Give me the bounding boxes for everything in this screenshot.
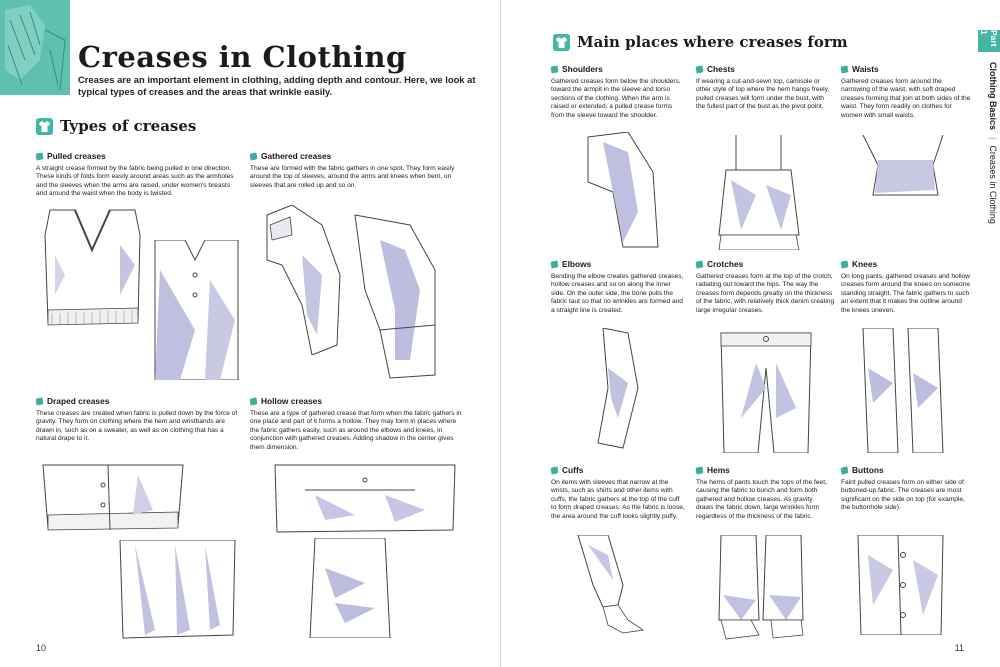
place-heading: Buttons	[852, 465, 884, 475]
part-tab: Part 1	[978, 30, 1000, 52]
leaf-bullet-icon	[35, 397, 43, 405]
intro-text: Creases are an important element in clothing, adding depth and contour. Here, we look at typical types of creases and the areas that wrinkle easily.	[78, 74, 476, 97]
types-section-title: Types of creases	[60, 117, 197, 135]
place-shoulders	[551, 64, 681, 120]
type-heading: Pulled creases	[47, 151, 106, 161]
hollow-creases-torso-illustration	[265, 460, 460, 538]
places-section-title: Main places where creases form	[577, 33, 848, 51]
waists-illustration	[853, 135, 953, 205]
elbows-illustration	[583, 328, 648, 453]
place-body: Bending the elbow creates gathered creases, hollow creases and so on along the inner side. On the outer side, the bone pulls the fabric taut so that no wrinkles are formed and a straight line is created.	[551, 273, 684, 314]
place-chests	[696, 64, 831, 112]
shirt-icon	[36, 118, 53, 135]
type-gathered	[250, 151, 460, 190]
pulled-creases-shirt-illustration	[150, 240, 240, 380]
type-heading: Gathered creases	[261, 151, 332, 161]
hollow-creases-knee-illustration	[305, 538, 395, 638]
place-knees	[841, 259, 971, 315]
corner-illustration	[0, 0, 70, 95]
topic-name: Creases in Clothing	[988, 145, 998, 224]
place-heading: Hems	[707, 465, 730, 475]
place-body: On items with sleeves that narrow at the wrists, such as shirts and other items with cuffs, the fabric gathers at the top of the cuff to form draped creases. As the fabric is loose, the area around the cuff looks slightly puffy.	[551, 479, 685, 520]
leaf-bullet-icon	[695, 260, 703, 268]
leaf-bullet-icon	[249, 152, 257, 160]
leaf-bullet-icon	[249, 397, 257, 405]
type-heading: Hollow creases	[261, 396, 322, 406]
place-body: Gathered creases form around the narrowing of the waist, with soft draped creases forming that join at both sides of the waist. They form readily on clothes for women with small waists.	[841, 78, 971, 119]
place-body: If wearing a cut-and-sewn top, camisole or other style of top where the hem hangs freely, pulled creases will form under the bust, with the fullest part of the bust as the pivot point.	[696, 78, 830, 111]
shoulders-illustration	[583, 132, 663, 250]
crotches-illustration	[716, 328, 816, 453]
buttons-illustration	[853, 535, 948, 635]
place-body: The hems of pants touch the tops of the feet, causing the fabric to bunch and form both gathered and hollow creases. As gravity draws the fabric down, large wrinkles form regardless of the thickness of the fabric.	[696, 479, 827, 520]
type-pulled	[36, 151, 236, 199]
place-heading: Cuffs	[562, 465, 584, 475]
chests-illustration	[711, 135, 806, 250]
place-crotches	[696, 259, 836, 315]
place-elbows	[551, 259, 686, 315]
place-body: Gathered creases form below the shoulders, toward the armpit in the sleeve and torso sections of the clothing. When the arm is raised or extended, a pulled crease forms from the sleeve toward the shoulder.	[551, 78, 681, 119]
place-hems	[696, 465, 831, 521]
shirt-icon	[553, 34, 570, 51]
draped-creases-sweater-illustration	[38, 460, 188, 540]
leaf-bullet-icon	[695, 65, 703, 73]
leaf-bullet-icon	[550, 466, 558, 474]
places-section-heading	[553, 33, 848, 51]
type-body: These are formed with the fabric gathers in one spot. They form easily around the top of sleeves, around the arms and knees when bent, on sleeves that are rolled up and so on.	[250, 165, 455, 189]
place-buttons	[841, 465, 971, 513]
type-body: A straight crease formed by the fabric being pulled in one direction. These kinds of folds form easily around areas such as the armholes and the sleeves when the arms are raised, under women's breasts and around the waist when the body is twisted.	[36, 165, 234, 198]
draped-creases-shirt-illustration	[115, 540, 240, 640]
place-waists	[841, 64, 971, 120]
page-number: 10	[36, 643, 47, 653]
place-heading: Waists	[852, 64, 879, 74]
place-cuffs	[551, 465, 686, 521]
gathered-creases-sleeve-illustration	[350, 210, 440, 380]
place-heading: Chests	[707, 64, 735, 74]
leaf-bullet-icon	[35, 152, 43, 160]
place-body: Faint pulled creases form on either side of buttoned-up fabric. The creases are most significant on the side on top (for example, the buttonhole side).	[841, 479, 965, 512]
leaf-bullet-icon	[840, 260, 848, 268]
chapter-tab: Clothing Basics | Creases in Clothing	[988, 62, 998, 224]
pulled-creases-vest-illustration	[40, 205, 145, 333]
cuffs-illustration	[573, 535, 658, 635]
leaf-bullet-icon	[550, 260, 558, 268]
place-heading: Elbows	[562, 259, 592, 269]
gathered-creases-shoulder-illustration	[262, 205, 344, 355]
place-body: On long pants, gathered creases and hollow creases form around the knees on someone standing straight. The fabric gathers to such an extent that it makes the outline around the knees uneven.	[841, 273, 971, 314]
type-body: These are a type of gathered crease that form when the fabric gathers in one place and part of it forms a hollow. They may form in places where the fabric gathers easily, such as around the elbows and knees, in conjunction with gathered creases. Adding shadow in the center gives them dimension.	[250, 410, 462, 451]
leaf-bullet-icon	[840, 65, 848, 73]
type-hollow	[250, 396, 465, 452]
place-heading: Knees	[852, 259, 878, 269]
place-body: Gathered creases form at the top of the crotch, radiating out toward the hips. The way the creases form depends greatly on the thickness of the fabric, with relatively thick denim creating large irregular creases.	[696, 273, 835, 314]
leaf-bullet-icon	[550, 65, 558, 73]
type-draped	[36, 396, 241, 444]
page-title: Creases in Clothing	[78, 40, 407, 74]
type-heading: Draped creases	[47, 396, 110, 406]
type-body: These creases are created when fabric is pulled down by the force of gravity. They form on clothing where the hem and wristbands are drawn in, such as on a sweater, as well as on clothing that has a natural drape to it.	[36, 410, 238, 443]
page-number: 11	[954, 643, 964, 653]
knees-illustration	[853, 328, 948, 453]
leaf-bullet-icon	[695, 466, 703, 474]
place-heading: Shoulders	[562, 64, 603, 74]
place-heading: Crotches	[707, 259, 744, 269]
hems-illustration	[711, 535, 811, 643]
right-page	[500, 0, 1000, 667]
leaf-bullet-icon	[840, 466, 848, 474]
types-section-heading	[36, 117, 196, 135]
chapter-name: Clothing Basics	[988, 62, 998, 131]
